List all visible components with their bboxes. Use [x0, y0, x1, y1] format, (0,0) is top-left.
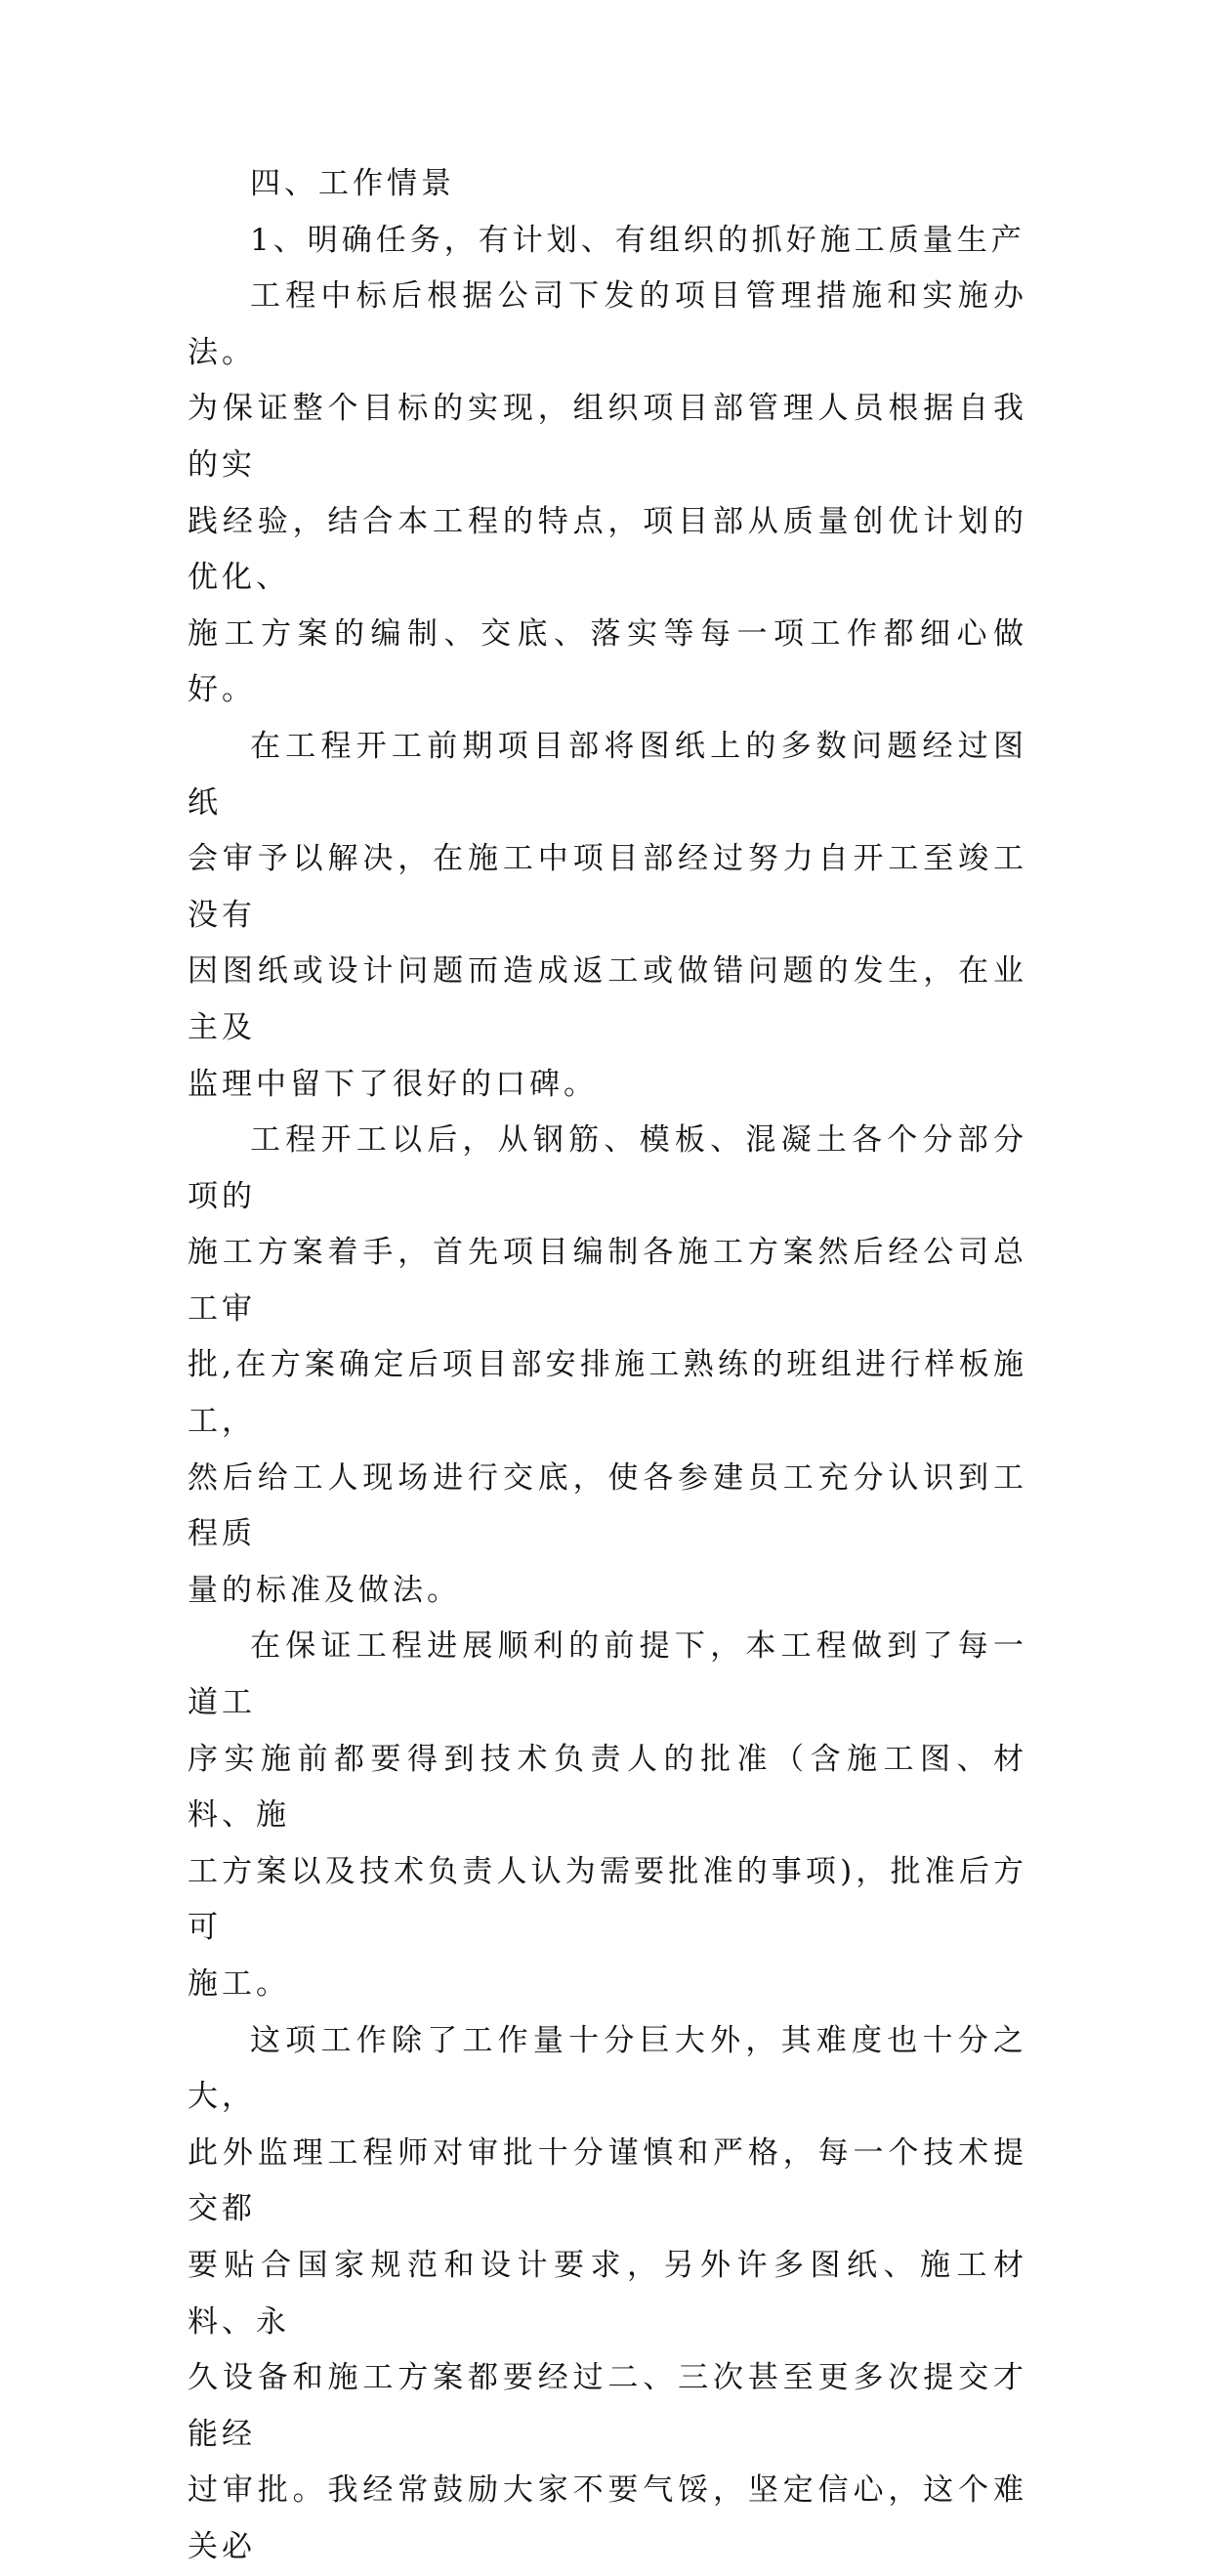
subsection-heading: 1、明确任务，有计划、有组织的抓好施工质量生产: [250, 222, 1025, 258]
section-heading: 四、工作情景: [250, 166, 455, 201]
document-body: [188, 156, 1027, 2576]
paragraph: 工程中标后根据公司下发的项目管理措施和实施办法。 为保证整个目标的实现，组织项目部管理人员根据自我的实 践经验，结合本工程的特点，项目部从质量创优计划的优化、 施工方案的编制、交底、落实等每一项工作都细心做好。: [188, 278, 1027, 708]
paragraph: 这项工作除了工作量十分巨大外，其难度也十分之大， 此外监理工程师对审批十分谨慎和严格，每一个技术提交都 要贴合国家规范和设计要求，另外许多图纸、施工材料、永 久设备和施工方案都要经过二、三次甚至更多次提交才能经 过审批。我经常鼓励大家不要气馁，坚定信心，这个难关必: [188, 2022, 1027, 2564]
paragraph: 在保证工程进展顺利的前提下，本工程做到了每一道工 序实施前都要得到技术负责人的批准（含施工图、材料、施 工方案以及技术负责人认为需要批准的事项)，批准后方可 施工。: [188, 1628, 1027, 2002]
paragraph: 工程开工以后，从钢筋、模板、混凝土各个分部分项的 施工方案着手，首先项目编制各施工方案然后经公司总工审 批,在方案确定后项目部安排施工熟练的班组进行样板施工， 然后给工人现场进行交底，使各参建员工充分认识到工程质 量的标准及做法。: [188, 1122, 1027, 1608]
paragraph: 在工程开工前期项目部将图纸上的多数问题经过图纸 会审予以解决，在施工中项目部经过努力自开工至竣工没有 因图纸或设计问题而造成返工或做错问题的发生，在业主及 监理中留下了很好的口碑。: [188, 728, 1027, 1102]
